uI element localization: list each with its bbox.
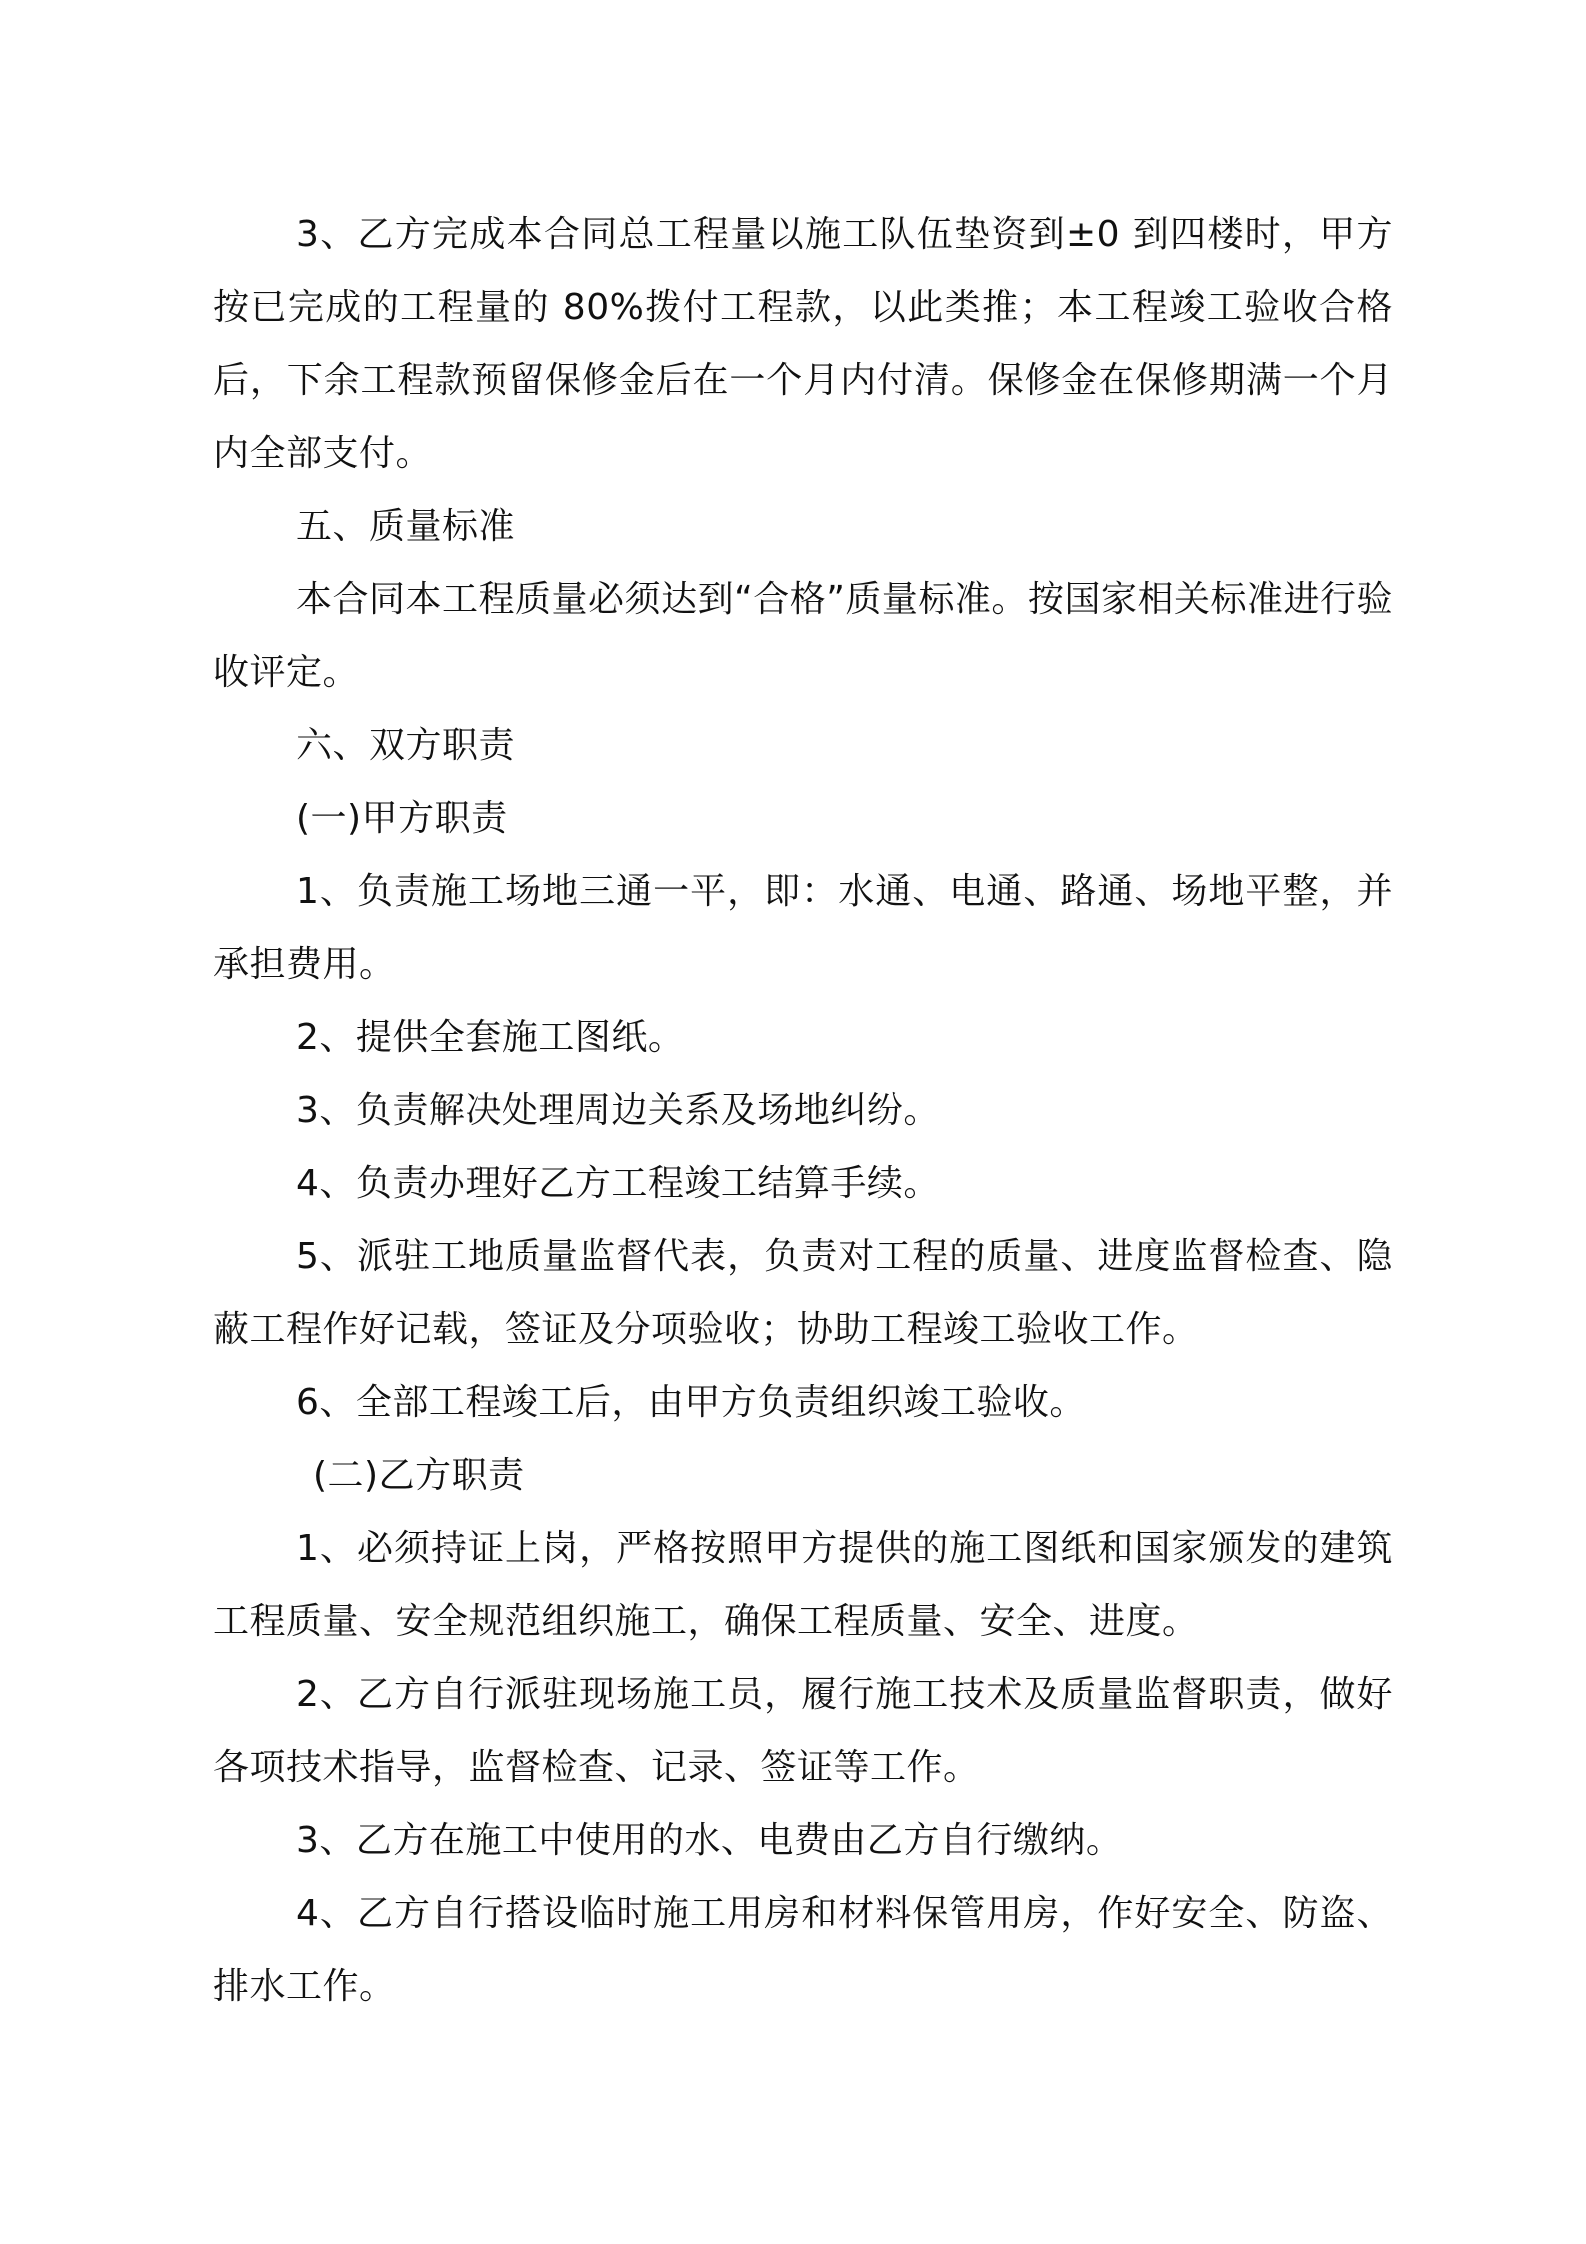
party-a-duty-item: 1、负责施工场地三通一平，即：水通、电通、路通、场地平整，并承担费用。 <box>213 871 1393 985</box>
quality-standard-paragraph: 本合同本工程质量必须达到“合格”质量标准。按国家相关标准进行验收评定。 <box>213 579 1393 693</box>
party-a-duty-item: 6、全部工程竣工后，由甲方负责组织竣工验收。 <box>296 1382 1086 1423</box>
party-b-duties-heading: (二)乙方职责 <box>313 1455 525 1496</box>
party-b-duty-item: 3、乙方在施工中使用的水、电费由乙方自行缴纳。 <box>296 1820 1123 1861</box>
party-a-duty-item: 3、负责解决处理周边关系及场地纠纷。 <box>296 1090 940 1131</box>
quality-standard-heading: 五、质量标准 <box>296 506 516 547</box>
duties-heading: 六、双方职责 <box>296 725 516 766</box>
document-body <box>213 198 1393 2023</box>
party-a-duty-item: 5、派驻工地质量监督代表，负责对工程的质量、进度监督检查、隐蔽工程作好记载，签证及分项验收；协助工程竣工验收工作。 <box>213 1236 1393 1350</box>
payment-clause-paragraph: 3、乙方完成本合同总工程量以施工队伍垫资到±0 到四楼时，甲方按已完成的工程量的 80%拨付工程款，以此类推；本工程竣工验收合格后，下余工程款预留保修金后在一个月内付清。保修金在保修期满一个月内全部支付。 <box>213 214 1393 474</box>
party-a-duties-heading: (一)甲方职责 <box>296 798 508 839</box>
party-b-duty-item: 4、乙方自行搭设临时施工用房和材料保管用房，作好安全、防盗、排水工作。 <box>213 1893 1393 2007</box>
party-b-duty-item: 2、乙方自行派驻现场施工员，履行施工技术及质量监督职责，做好各项技术指导，监督检查、记录、签证等工作。 <box>213 1674 1393 1788</box>
party-b-duty-item: 1、必须持证上岗，严格按照甲方提供的施工图纸和国家颁发的建筑工程质量、安全规范组织施工，确保工程质量、安全、进度。 <box>213 1528 1393 1642</box>
party-a-duty-item: 2、提供全套施工图纸。 <box>296 1017 685 1058</box>
party-a-duty-item: 4、负责办理好乙方工程竣工结算手续。 <box>296 1163 940 1204</box>
